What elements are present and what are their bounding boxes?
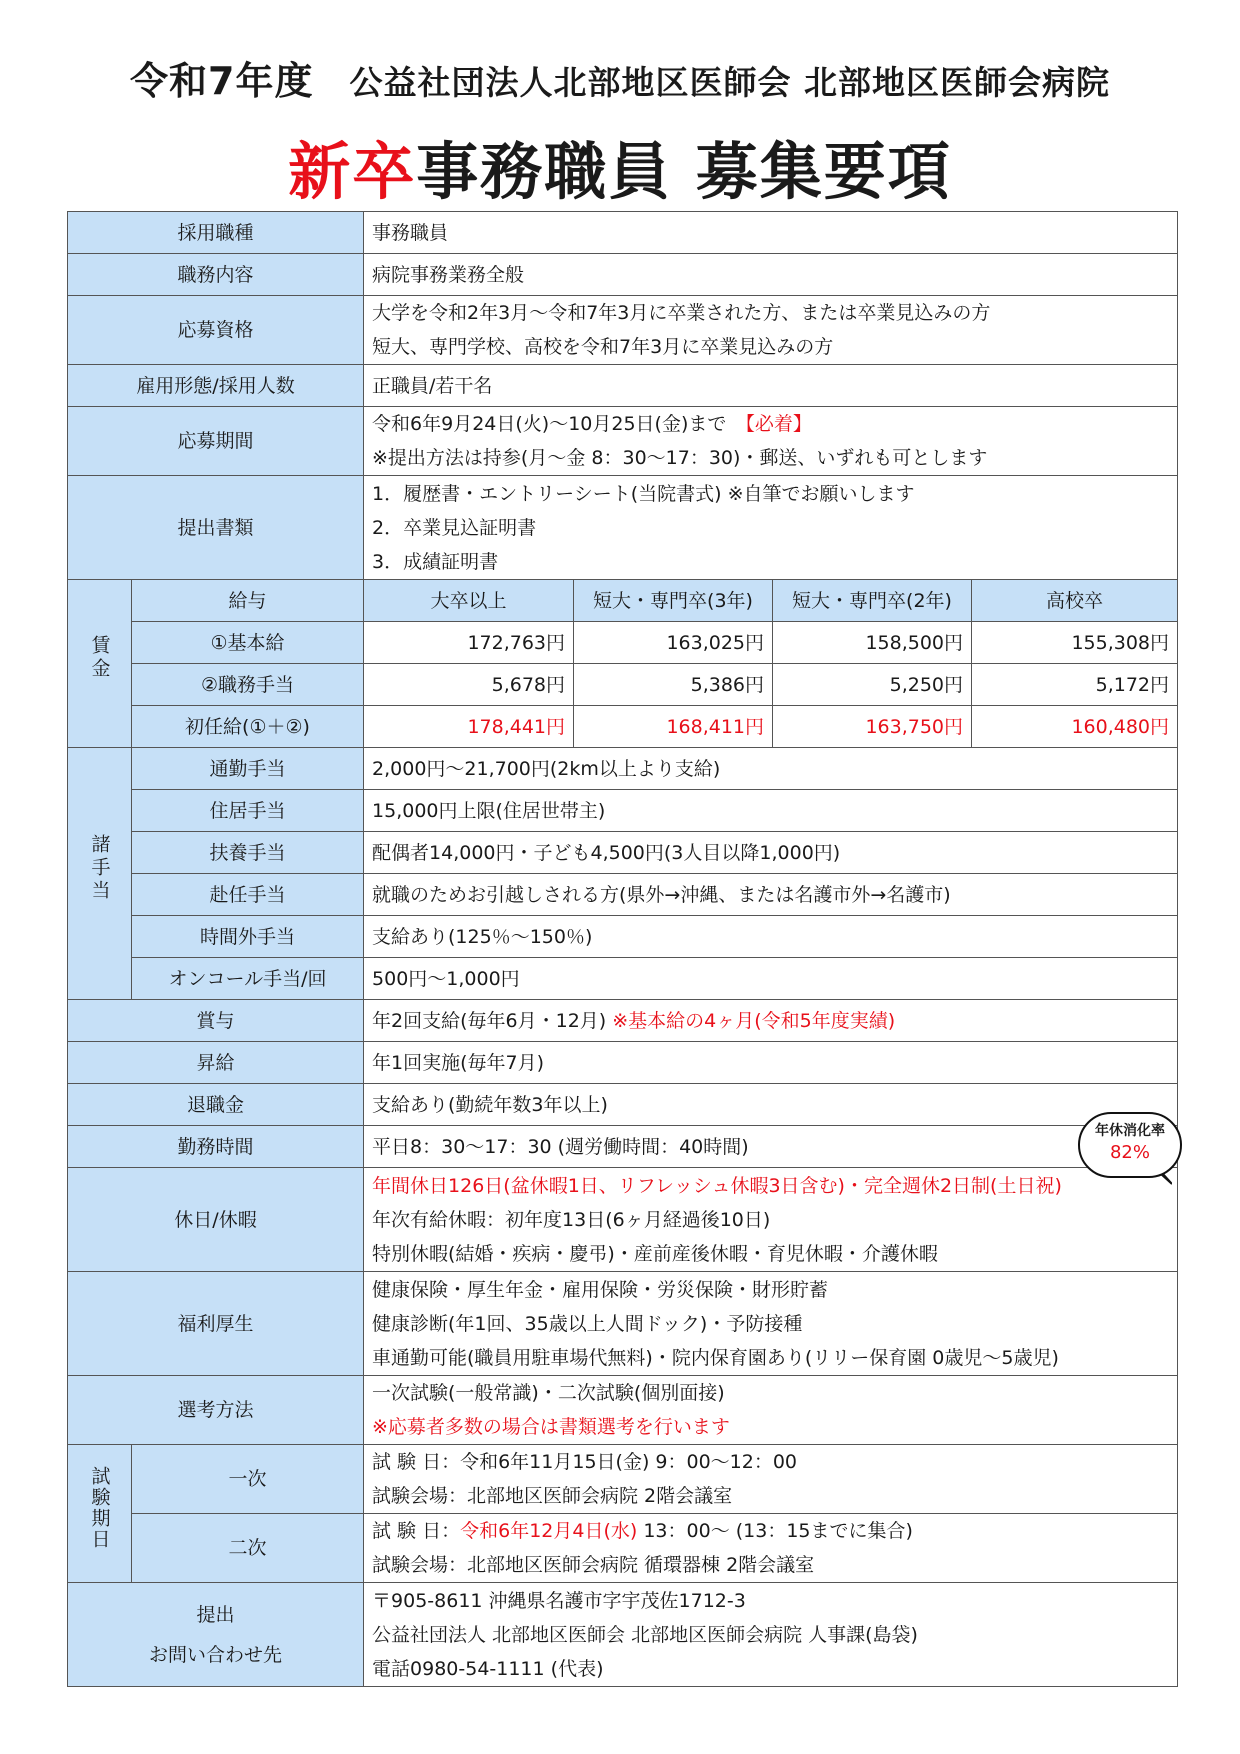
row-job-type [68, 212, 1178, 254]
row-exam-first [68, 1445, 1178, 1514]
wage-cell: 5,386円 [574, 664, 773, 706]
allowance-row [68, 790, 1178, 832]
period-dates: 令和6年9月24日(火)～10月25日(金)まで [372, 413, 727, 435]
allowance-value: 15,000円上限(住居世帯主) [364, 790, 1178, 832]
welfare-line-3: 車通勤可能(職員用駐車場代無料)・院内保育園あり(リリー保育園 0歳児～5歳児) [372, 1346, 1059, 1369]
leave-usage-title: 年休消化率 [1095, 1123, 1165, 1139]
value-application-period [364, 407, 1178, 476]
exam-first-label: 一次 [132, 1445, 364, 1514]
allowance-label: 住居手当 [132, 790, 364, 832]
value-holidays [364, 1168, 1178, 1272]
wage-header-1: 大卒以上 [364, 580, 574, 622]
exam-first-venue: 試験会場：北部地区医師会病院 2階会議室 [372, 1485, 733, 1507]
value-selection [364, 1376, 1178, 1445]
allowance-label: 扶養手当 [132, 832, 364, 874]
label-application-period: 応募期間 [68, 407, 364, 476]
row-bonus [68, 1000, 1178, 1042]
value-hours: 平日8：30～17：30 (週労働時間：40時間) [364, 1126, 1178, 1168]
label-contact [68, 1583, 364, 1687]
wage-side-label [68, 580, 132, 748]
label-selection: 選考方法 [68, 1376, 364, 1445]
label-retirement: 退職金 [68, 1084, 364, 1126]
row-holidays [68, 1168, 1178, 1272]
row-hours [68, 1126, 1178, 1168]
allowance-value: 500円～1,000円 [364, 958, 1178, 1000]
wage-header-0: 給与 [132, 580, 364, 622]
contact-phone: 電話0980-54-1111 (代表) [372, 1657, 604, 1680]
wage-label-base: ①基本給 [132, 622, 364, 664]
label-holidays: 休日/休暇 [68, 1168, 364, 1272]
value-raise: 年1回実施(毎年7月) [364, 1042, 1178, 1084]
organization-name: 公益社団法人北部地区医師会 北部地区医師会病院 [349, 63, 1110, 102]
header-organization-line [0, 50, 1240, 105]
row-selection [68, 1376, 1178, 1445]
contact-organization: 公益社団法人 北部地区医師会 北部地区医師会病院 人事課(島袋) [372, 1623, 918, 1646]
period-must-arrive: 【必着】 [745, 413, 812, 435]
allowance-row [68, 748, 1178, 790]
row-qualification [68, 296, 1178, 365]
exam-second-label: 二次 [132, 1514, 364, 1583]
allowance-label: 赴任手当 [132, 874, 364, 916]
contact-label-1: 提出 [196, 1603, 235, 1626]
label-welfare: 福利厚生 [68, 1272, 364, 1376]
row-duties [68, 254, 1178, 296]
label-raise: 昇給 [68, 1042, 364, 1084]
row-application-period [68, 407, 1178, 476]
wage-cell: 5,250円 [773, 664, 972, 706]
wage-row-starting [68, 706, 1178, 748]
wage-cell: 155,308円 [972, 622, 1178, 664]
value-employment: 正職員/若干名 [364, 365, 1178, 407]
value-duties: 病院事務業務全般 [364, 254, 1178, 296]
document-item-2: 2．卒業見込証明書 [372, 516, 537, 539]
exam-second-date-suffix: 13：00～ (13：15までに集合) [637, 1520, 913, 1542]
exam-second-date-prefix: 試 験 日： [372, 1520, 461, 1542]
allowance-side-label [68, 748, 132, 1000]
wage-label-duty: ②職務手当 [132, 664, 364, 706]
allowance-label: オンコール手当/回 [132, 958, 364, 1000]
holidays-line-3: 特別休暇(結婚・疾病・慶弔)・産前産後休暇・育児休暇・介護休暇 [372, 1242, 938, 1265]
exam-first-value [364, 1445, 1178, 1514]
value-job-type: 事務職員 [364, 212, 1178, 254]
page-title-red: 新卒 [288, 135, 417, 208]
leave-usage-percent: 82% [1109, 1142, 1150, 1163]
label-bonus: 賞与 [68, 1000, 364, 1042]
label-job-type: 採用職種 [68, 212, 364, 254]
label-hours: 勤務時間 [68, 1126, 364, 1168]
exam-second-value [364, 1514, 1178, 1583]
exam-side-label [68, 1445, 132, 1583]
exam-second-date-red: 令和6年12月4日(水) [460, 1520, 638, 1542]
qualification-line-1: 大学を令和2年3月～令和7年3月に卒業された方、または卒業見込みの方 [372, 302, 991, 324]
contact-label-2: お問い合わせ先 [149, 1643, 283, 1666]
welfare-line-2: 健康診断(年1回、35歳以上人間ドック)・予防接種 [372, 1312, 803, 1335]
row-welfare [68, 1272, 1178, 1376]
holidays-line-1: 年間休日126日(盆休暇1日、リフレッシュ休暇3日含む)・完全週休2日制(土日祝) [372, 1174, 1062, 1197]
recruitment-table [67, 211, 1178, 1687]
wage-header-3: 短大・専門卒(2年) [773, 580, 972, 622]
row-documents [68, 476, 1178, 580]
exam-second-venue: 試験会場：北部地区医師会病院 循環器棟 2階会議室 [372, 1554, 815, 1576]
wage-row-base [68, 622, 1178, 664]
label-duties: 職務内容 [68, 254, 364, 296]
value-bonus [364, 1000, 1178, 1042]
wage-cell: 5,172円 [972, 664, 1178, 706]
page-title [0, 122, 1240, 211]
page-title-black: 事務職員 募集要項 [416, 135, 952, 208]
allowance-row [68, 874, 1178, 916]
holidays-line-2: 年次有給休暇：初年度13日(6ヶ月経過後10日) [372, 1208, 771, 1231]
wage-cell: 172,763円 [364, 622, 574, 664]
row-raise [68, 1042, 1178, 1084]
wage-cell: 5,678円 [364, 664, 574, 706]
contact-address: 〒905-8611 沖縄県名護市字宇茂佐1712-3 [372, 1589, 746, 1612]
allowance-side-text: 諸手当 [88, 833, 111, 903]
row-contact [68, 1583, 1178, 1687]
allowance-value: 支給あり(125％～150％) [364, 916, 1178, 958]
value-qualification [364, 296, 1178, 365]
wage-cell: 163,025円 [574, 622, 773, 664]
leave-usage-bubble [1078, 1112, 1182, 1178]
row-employment [68, 365, 1178, 407]
wage-header-4: 高校卒 [972, 580, 1178, 622]
allowance-value: 2,000円～21,700円(2km以上より支給) [364, 748, 1178, 790]
value-welfare [364, 1272, 1178, 1376]
wage-cell-starting: 168,411円 [574, 706, 773, 748]
allowance-label: 時間外手当 [132, 916, 364, 958]
value-retirement: 支給あり(勤続年数3年以上) [364, 1084, 1178, 1126]
wage-side-text: 賃金 [88, 635, 111, 681]
allowance-value: 配偶者14,000円・子ども4,500円(3人目以降1,000円) [364, 832, 1178, 874]
allowance-label: 通勤手当 [132, 748, 364, 790]
wage-header-2: 短大・専門卒(3年) [574, 580, 773, 622]
wage-cell-starting: 163,750円 [773, 706, 972, 748]
wage-label-starting: 初任給(①＋②) [132, 706, 364, 748]
allowance-row [68, 958, 1178, 1000]
fiscal-year: 令和7年度 [130, 59, 314, 103]
wage-header-row [68, 580, 1178, 622]
label-qualification: 応募資格 [68, 296, 364, 365]
wage-cell: 158,500円 [773, 622, 972, 664]
row-retirement [68, 1084, 1178, 1126]
document-item-1: 1．履歴書・エントリーシート(当院書式) ※自筆でお願いします [372, 482, 915, 505]
wage-cell-starting: 160,480円 [972, 706, 1178, 748]
row-exam-second [68, 1514, 1178, 1583]
label-employment: 雇用形態/採用人数 [68, 365, 364, 407]
wage-cell-starting: 178,441円 [364, 706, 574, 748]
welfare-line-1: 健康保険・厚生年金・雇用保険・労災保険・財形貯蓄 [372, 1278, 829, 1301]
exam-side-text: 試験期日 [88, 1466, 111, 1550]
value-contact [364, 1583, 1178, 1687]
period-line-2: ※提出方法は持参(月～金 8：30～17：30)・郵送、いずれも可とします [372, 447, 988, 469]
value-documents [364, 476, 1178, 580]
document-item-3: 3．成績証明書 [372, 550, 499, 573]
allowance-row [68, 832, 1178, 874]
allowance-value: 就職のためお引越しされる方(県外→沖縄、または名護市外→名護市) [364, 874, 1178, 916]
bonus-text: 年2回支給(毎年6月・12月) [372, 1009, 607, 1032]
exam-first-date: 試 験 日：令和6年11月15日(金) 9：00～12：00 [372, 1451, 798, 1473]
qualification-line-2: 短大、専門学校、高校を令和7年3月に卒業見込みの方 [372, 336, 834, 358]
exam-second-date [372, 1514, 1169, 1548]
bonus-note: ※基本給の4ヶ月(令和5年度実績) [612, 1009, 896, 1032]
period-line-1 [372, 407, 1169, 441]
wage-row-duty [68, 664, 1178, 706]
selection-line-1: 一次試験(一般常識)・二次試験(個別面接) [372, 1382, 725, 1404]
allowance-row [68, 916, 1178, 958]
selection-line-2: ※応募者多数の場合は書類選考を行います [372, 1416, 730, 1438]
label-documents: 提出書類 [68, 476, 364, 580]
